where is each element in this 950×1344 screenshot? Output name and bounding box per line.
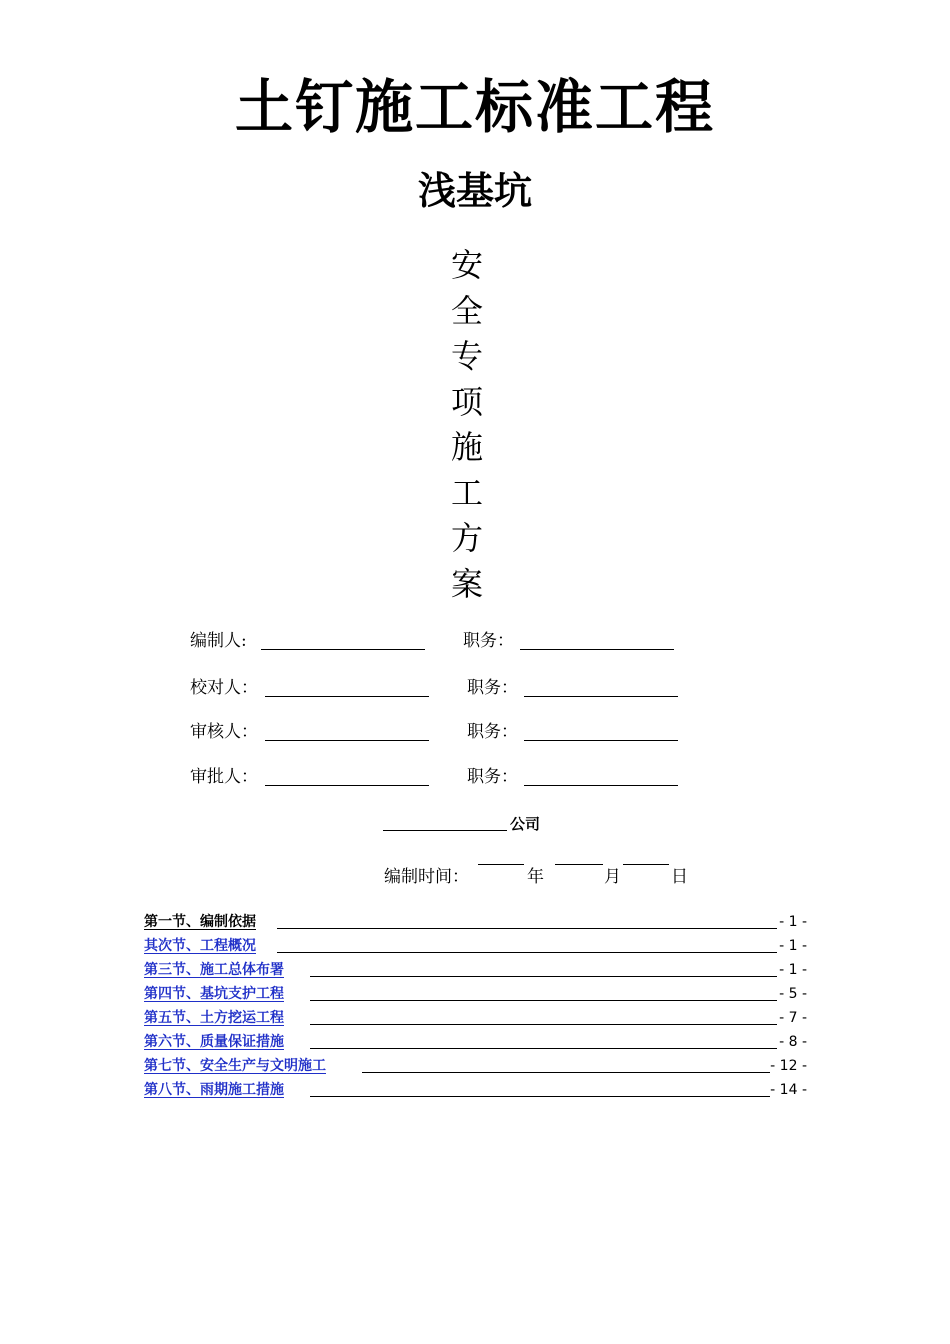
signature-row-compiler (190, 628, 690, 654)
company-label: 公司 (510, 815, 541, 833)
day-blank[interactable] (623, 864, 669, 865)
toc-leader (310, 1000, 777, 1001)
toc-page-number: - 1 - (779, 938, 807, 954)
toc-leader (310, 1024, 777, 1025)
role-blank[interactable] (520, 649, 674, 650)
toc-page-number: - 8 - (779, 1034, 807, 1050)
toc-page-number: - 14 - (770, 1082, 807, 1098)
vertical-title-char: 施 (450, 428, 483, 466)
toc-entry[interactable] (143, 1030, 807, 1054)
year-label: 年 (527, 867, 544, 887)
company-blank[interactable] (383, 830, 507, 831)
toc-page-number: - 1 - (779, 962, 807, 978)
document-subtitle: 浅基坑 (417, 169, 532, 213)
vertical-title (445, 243, 489, 607)
role-blank[interactable] (524, 740, 678, 741)
toc-entry[interactable] (143, 1006, 807, 1030)
toc-entry-link[interactable]: 第四节、基坑支护工程 (144, 986, 284, 1002)
toc-entry-link[interactable]: 第五节、土方挖运工程 (144, 1010, 284, 1026)
toc-entry[interactable] (143, 982, 807, 1006)
signature-label: 校对人： (190, 678, 258, 698)
role-label: 职务： (467, 722, 518, 742)
signature-label: 审批人： (190, 767, 258, 787)
role-label: 职务： (467, 767, 518, 787)
toc-leader (362, 1072, 770, 1073)
toc-page-number: - 7 - (779, 1010, 807, 1026)
toc-entry[interactable] (143, 1078, 807, 1102)
toc-page-number: - 1 - (779, 914, 807, 930)
toc-entry[interactable] (143, 910, 807, 934)
signature-row-reviewer (190, 719, 690, 745)
vertical-title-char: 方 (450, 519, 483, 557)
vertical-title-char: 安 (450, 246, 483, 284)
month-blank[interactable] (555, 864, 603, 865)
toc-page-number: - 5 - (779, 986, 807, 1002)
toc-entry[interactable] (143, 934, 807, 958)
toc-entry[interactable] (143, 1054, 807, 1078)
signature-blank[interactable] (265, 785, 429, 786)
date-label: 编制时间： (384, 867, 469, 887)
vertical-title-char: 案 (450, 564, 483, 603)
vertical-title-char: 专 (450, 337, 483, 375)
signature-blank[interactable] (265, 696, 429, 697)
toc-page-number: - 12 - (770, 1058, 807, 1074)
role-label: 职务： (467, 678, 518, 698)
vertical-title-char: 工 (450, 473, 483, 512)
signature-label: 编制人: (190, 631, 247, 651)
toc-entry-link[interactable]: 第六节、质量保证措施 (144, 1034, 284, 1050)
compile-date (384, 864, 704, 890)
toc-entry-link[interactable]: 第八节、雨期施工措施 (144, 1082, 284, 1098)
day-label: 日 (671, 867, 688, 887)
toc-leader (277, 952, 777, 953)
signature-row-proofreader (190, 675, 690, 701)
toc-entry-link[interactable]: 其次节、工程概况 (144, 938, 256, 954)
toc-leader (310, 1048, 777, 1049)
signature-blank[interactable] (261, 649, 425, 650)
toc-entry-label[interactable]: 第一节、编制依据 (144, 914, 256, 930)
toc-leader (310, 1096, 770, 1097)
toc-entry-link[interactable]: 第三节、施工总体布署 (144, 962, 284, 978)
year-blank[interactable] (478, 864, 524, 865)
toc-entry-link[interactable]: 第七节、安全生产与文明施工 (144, 1058, 326, 1074)
role-blank[interactable] (524, 696, 678, 697)
role-blank[interactable] (524, 785, 678, 786)
toc-leader (277, 928, 777, 929)
signature-blank[interactable] (265, 740, 429, 741)
month-label: 月 (604, 867, 621, 887)
vertical-title-char: 项 (450, 382, 483, 421)
signature-label: 审核人： (190, 722, 258, 742)
signature-row-approver (190, 764, 690, 790)
toc-leader (310, 976, 777, 977)
document-title: 土钉施工标准工程 (234, 73, 715, 141)
table-of-contents (143, 910, 807, 1102)
vertical-title-char: 全 (450, 291, 483, 330)
toc-entry[interactable] (143, 958, 807, 982)
role-label: 职务： (463, 631, 514, 651)
